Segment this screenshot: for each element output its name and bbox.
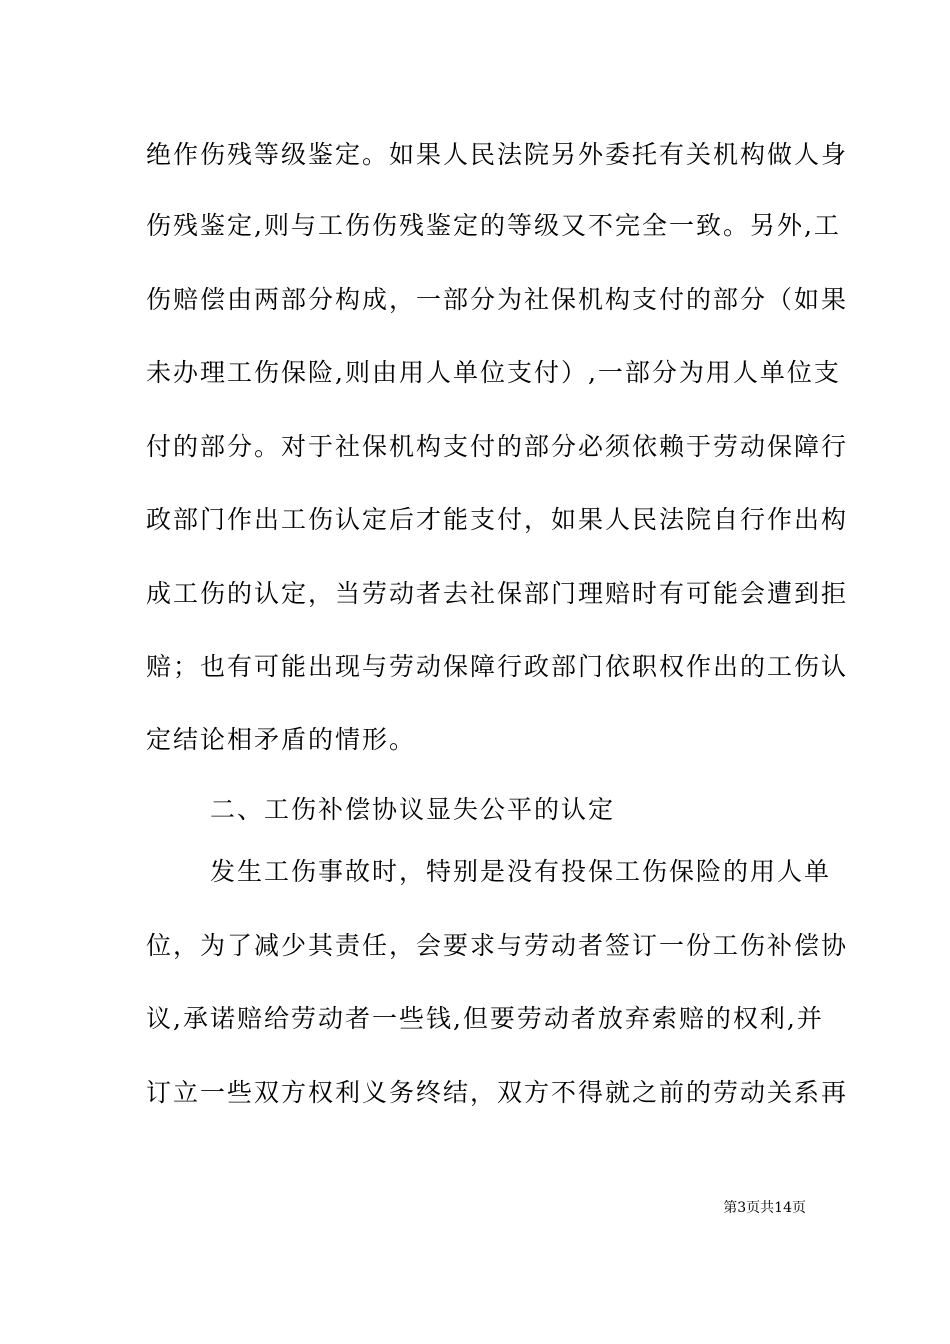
text-line: 定结论相矛盾的情形。 (146, 725, 417, 754)
text-line: 伤残鉴定,则与工伤伤残鉴定的等级又不完全一致。另外,工 (146, 211, 841, 240)
text-line: 成工伤的认定，当劳动者去社保部门理赔时有可能会遭到拒 (146, 579, 849, 608)
text-line: 未办理工伤保险,则由用人单位支付）,一部分为用人单位支 (146, 358, 841, 387)
text-line: 政部门作出工伤认定后才能支付，如果人民法院自行作出构 (146, 505, 849, 534)
section-heading: 二、工伤补偿协议显失公平的认定 (210, 795, 616, 824)
text-line: 订立一些双方权利义务终结，双方不得就之前的劳动关系再 (146, 1078, 849, 1107)
text-line: 赔；也有可能出现与劳动保障行政部门依职权作出的工伤认 (146, 652, 849, 681)
text-line: 付的部分。对于社保机构支付的部分必须依赖于劳动保障行 (146, 432, 849, 461)
page-number: 第3页共14页 (723, 1200, 806, 1216)
text-line: 发生工伤事故时，特别是没有投保工伤保险的用人单 (210, 857, 832, 886)
text-line: 绝作伤残等级鉴定。如果人民法院另外委托有关机构做人身 (146, 140, 849, 169)
text-line: 位，为了减少其责任，会要求与劳动者签订一份工伤补偿协 (146, 931, 849, 960)
text-line: 伤赔偿由两部分构成，一部分为社保机构支付的部分（如果 (146, 285, 849, 314)
text-line: 议,承诺赔给劳动者一些钱,但要劳动者放弃索赔的权利,并 (146, 1004, 824, 1033)
